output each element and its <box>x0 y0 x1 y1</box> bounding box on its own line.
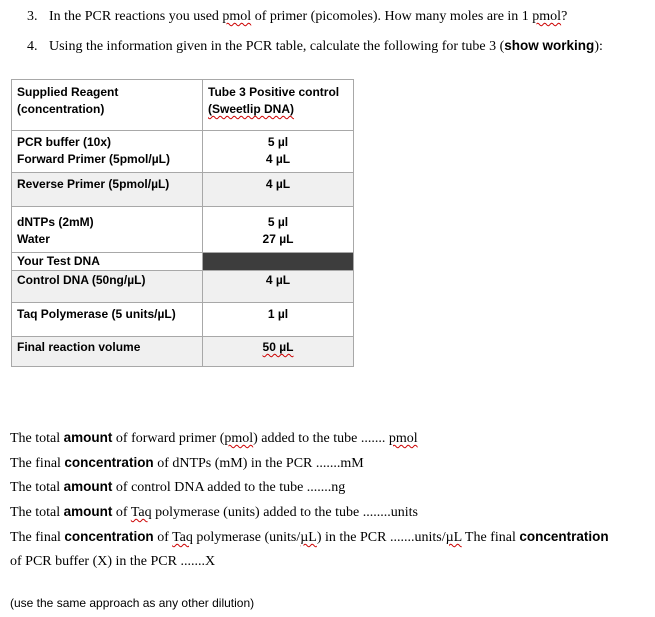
header-col2-line2: (Sweetlip DNA) <box>208 102 295 116</box>
table-row <box>12 173 354 207</box>
answer-text: ) in the PCR .......units/ <box>316 530 446 545</box>
answer-text: The total <box>10 480 64 495</box>
reagent-volume: 5 µl <box>267 135 289 149</box>
table-row <box>12 303 354 337</box>
question-text: In the PCR reactions you used <box>49 9 223 24</box>
answer-text: The final <box>461 530 520 545</box>
table-header-row <box>12 80 354 131</box>
answer-emphasis: concentration <box>64 455 154 470</box>
answer-text: of control DNA added to the tube .......ng <box>112 480 346 495</box>
reagent-label: Your Test DNA <box>17 254 100 268</box>
question-4 <box>27 38 603 55</box>
question-text: ? <box>561 9 568 24</box>
answer-unit: µL <box>300 530 317 545</box>
answer-line-6 <box>10 554 215 570</box>
answer-line-1 <box>10 430 418 447</box>
question-emphasis: show working <box>504 38 595 53</box>
reagent-label: Control DNA (50ng/µL) <box>17 273 146 287</box>
answer-unit: Taq <box>172 530 193 545</box>
dilution-note: (use the same approach as any other dilution) <box>10 596 255 610</box>
question-unit: pmol <box>222 9 252 24</box>
answer-text: The final <box>10 456 65 471</box>
question-number: 3. <box>27 9 38 24</box>
answer-text: ) added to the tube ....... <box>253 431 389 446</box>
table-row <box>12 337 354 367</box>
question-3 <box>27 9 567 25</box>
header-col1-line2: (concentration) <box>17 102 105 116</box>
answer-line-5 <box>10 529 609 546</box>
answer-emphasis: amount <box>63 479 113 494</box>
reagent-label: Final reaction volume <box>17 340 141 354</box>
table-row <box>12 253 354 271</box>
answer-text: of forward primer ( <box>112 431 225 446</box>
answer-unit: µL <box>445 530 462 545</box>
question-text: Using the information given in the PCR table, calculate the following for tube 3 ( <box>49 39 505 54</box>
reagent-volume: 50 µL <box>262 340 294 354</box>
blacked-out-cell <box>203 253 354 271</box>
reagent-volume: 4 µL <box>265 152 291 166</box>
answer-text: of <box>153 530 173 545</box>
reagent-label: Forward Primer (5pmol/µL) <box>17 152 170 166</box>
answer-text: of dNTPs (mM) in the PCR .......mM <box>153 456 364 471</box>
answer-line-3 <box>10 479 345 496</box>
reagent-label: Taq Polymerase (5 units/µL) <box>17 307 176 321</box>
reagent-volume: 27 µL <box>262 232 294 246</box>
answer-text: of PCR buffer (X) in the PCR .......X <box>10 554 216 569</box>
reagent-label: Water <box>17 232 50 246</box>
header-col1-line1: Supplied Reagent <box>17 85 119 99</box>
answer-emphasis: amount <box>63 504 113 519</box>
table-row <box>12 207 354 253</box>
pcr-table <box>11 79 354 367</box>
answer-unit: Taq <box>130 505 152 520</box>
question-text: ): <box>594 39 603 54</box>
reagent-volume: 1 µl <box>267 307 289 321</box>
answer-text: The total <box>10 505 64 520</box>
reagent-volume: 5 µl <box>267 215 289 229</box>
reagent-volume: 4 µL <box>265 177 291 191</box>
question-number: 4. <box>27 39 38 54</box>
answer-emphasis: amount <box>63 430 113 445</box>
answer-emphasis: concentration <box>519 529 609 544</box>
answer-text: The final <box>10 530 65 545</box>
table-row <box>12 131 354 173</box>
header-col2-line1: Tube 3 Positive control <box>208 85 340 99</box>
answer-unit: pmol <box>388 431 418 446</box>
answer-line-4 <box>10 504 418 521</box>
question-text: of primer (picomoles). How many moles are in 1 <box>251 9 533 24</box>
answer-line-2 <box>10 455 364 472</box>
table-row <box>12 271 354 303</box>
question-unit: pmol <box>532 9 562 24</box>
answer-unit: pmol <box>224 431 254 446</box>
reagent-label: Reverse Primer (5pmol/µL) <box>17 177 170 191</box>
reagent-volume: 4 µL <box>265 273 291 287</box>
answer-text: of <box>112 505 131 520</box>
answer-text: polymerase (units) added to the tube ........units <box>151 505 418 520</box>
answer-emphasis: concentration <box>64 529 154 544</box>
reagent-label: PCR buffer (10x) <box>17 135 112 149</box>
reagent-label: dNTPs (2mM) <box>17 215 94 229</box>
answer-text: polymerase (units/ <box>192 530 301 545</box>
answer-text: The total <box>10 431 64 446</box>
